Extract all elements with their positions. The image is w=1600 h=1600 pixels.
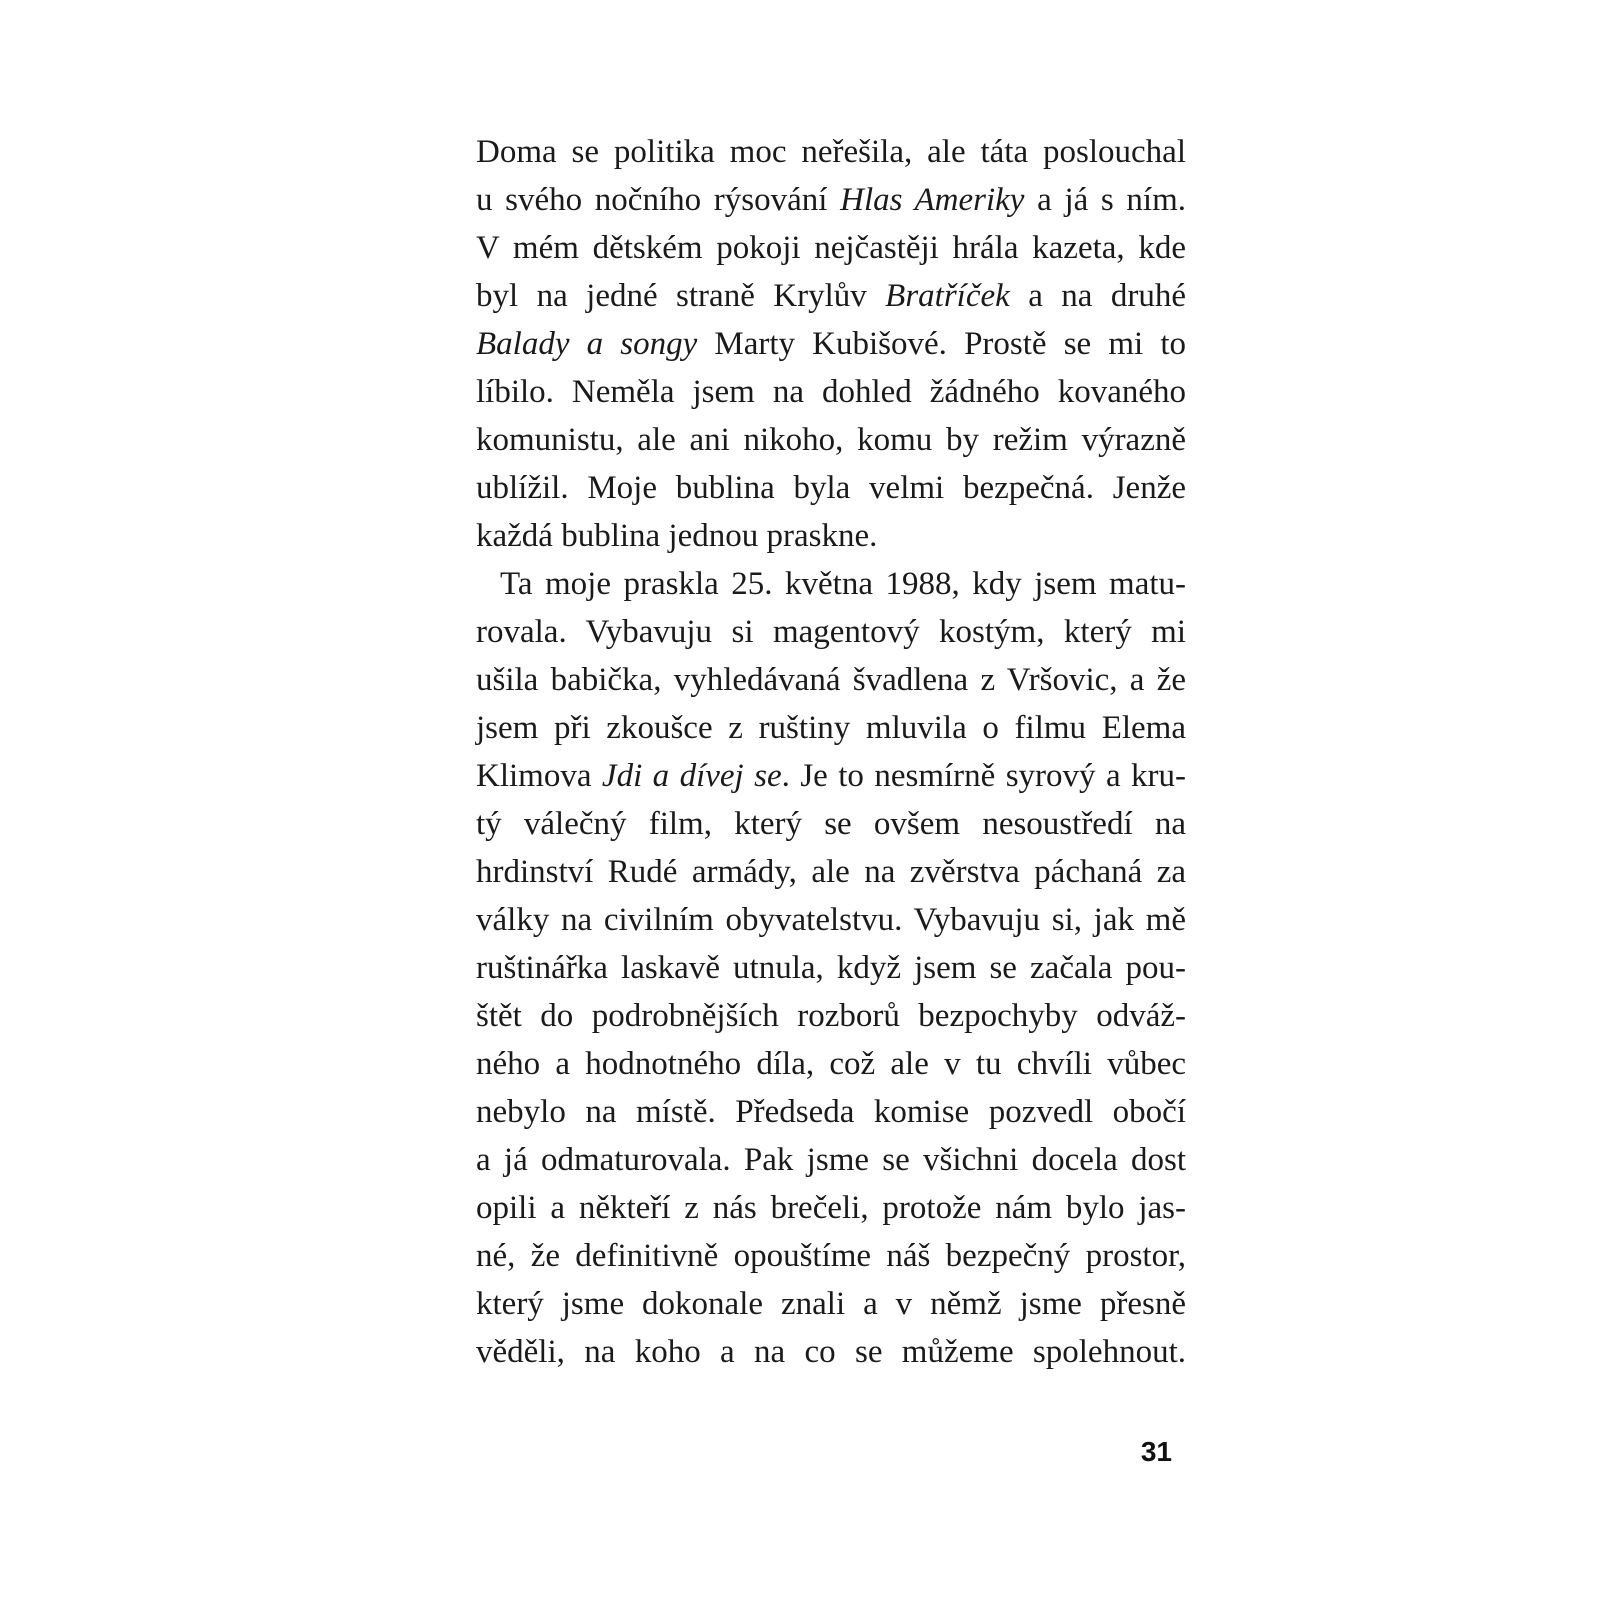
text-line: líbilo. Neměla jsem na dohled žádného kovaného bbox=[476, 374, 1186, 410]
text-line: komunistu, ale ani nikoho, komu by režim výrazně bbox=[476, 422, 1186, 458]
title-jdi-a-divej-se: Jdi a dívej se bbox=[601, 758, 782, 794]
text-line: ného a hodnotného díla, což ale v tu chvíli vůbec bbox=[476, 1046, 1186, 1082]
text-line: hrdinství Rudé armády, ale na zvěrstva páchaná za bbox=[476, 854, 1186, 890]
text-line: ublížil. Moje bublina byla velmi bezpečná. Jenže bbox=[476, 470, 1186, 506]
text-line: Doma se politika moc neřešila, ale táta poslouchal bbox=[476, 134, 1186, 170]
text-line: který jsme dokonale znali a v němž jsme přesně bbox=[476, 1286, 1186, 1322]
text-line: věděli, na koho a na co se můžeme spolehnout. bbox=[476, 1334, 1186, 1370]
title-hlas-ameriky: Hlas Ameriky bbox=[840, 182, 1025, 218]
text-line: tý válečný film, který se ovšem nesoustředí na bbox=[476, 806, 1186, 842]
title-balady-a-songy: Balady a songy bbox=[476, 326, 698, 362]
text-line: každá bublina jednou praskne. bbox=[476, 518, 878, 554]
paragraph-1 bbox=[476, 128, 1186, 560]
text-line: opili a někteří z nás brečeli, protože nám bylo jas- bbox=[476, 1190, 1186, 1226]
body-text bbox=[476, 128, 1186, 1376]
text-line: Balady a songy Marty Kubišové. Prostě se mi to bbox=[476, 326, 1186, 362]
page-number: 31 bbox=[1140, 1436, 1172, 1467]
text-line: ruštinářka laskavě utnula, když jsem se začala pou- bbox=[476, 950, 1186, 986]
text-line: V mém dětském pokoji nejčastěji hrála kazeta, kde bbox=[476, 230, 1186, 266]
text-line: u svého nočního rýsování Hlas Ameriky a já s ním. bbox=[476, 182, 1187, 218]
text-line: né, že definitivně opouštíme náš bezpečný prostor, bbox=[476, 1238, 1186, 1274]
text-line: Ta moje praskla 25. května 1988, kdy jsem matu- bbox=[500, 566, 1186, 602]
text-line: štět do podrobnějších rozborů bezpochyby odváž- bbox=[476, 998, 1186, 1034]
text-line: války na civilním obyvatelstvu. Vybavuju si, jak mě bbox=[476, 902, 1186, 938]
text-line: ušila babička, vyhledávaná švadlena z Vršovic, a že bbox=[476, 662, 1186, 698]
text-line: jsem při zkoušce z ruštiny mluvila o filmu Elema bbox=[476, 710, 1186, 746]
text-line: rovala. Vybavuju si magentový kostým, který mi bbox=[476, 614, 1186, 650]
text-line: nebylo na místě. Předseda komise pozvedl obočí bbox=[476, 1094, 1186, 1130]
title-bratricek: Bratříček bbox=[885, 278, 1010, 314]
text-line: byl na jedné straně Krylův Bratříček a na druhé bbox=[476, 278, 1186, 314]
text-line: Klimova Jdi a dívej se. Je to nesmírně syrový a kru- bbox=[476, 758, 1187, 794]
text-line: a já odmaturovala. Pak jsme se všichni docela dost bbox=[476, 1142, 1186, 1178]
paragraph-2 bbox=[476, 560, 1186, 1376]
